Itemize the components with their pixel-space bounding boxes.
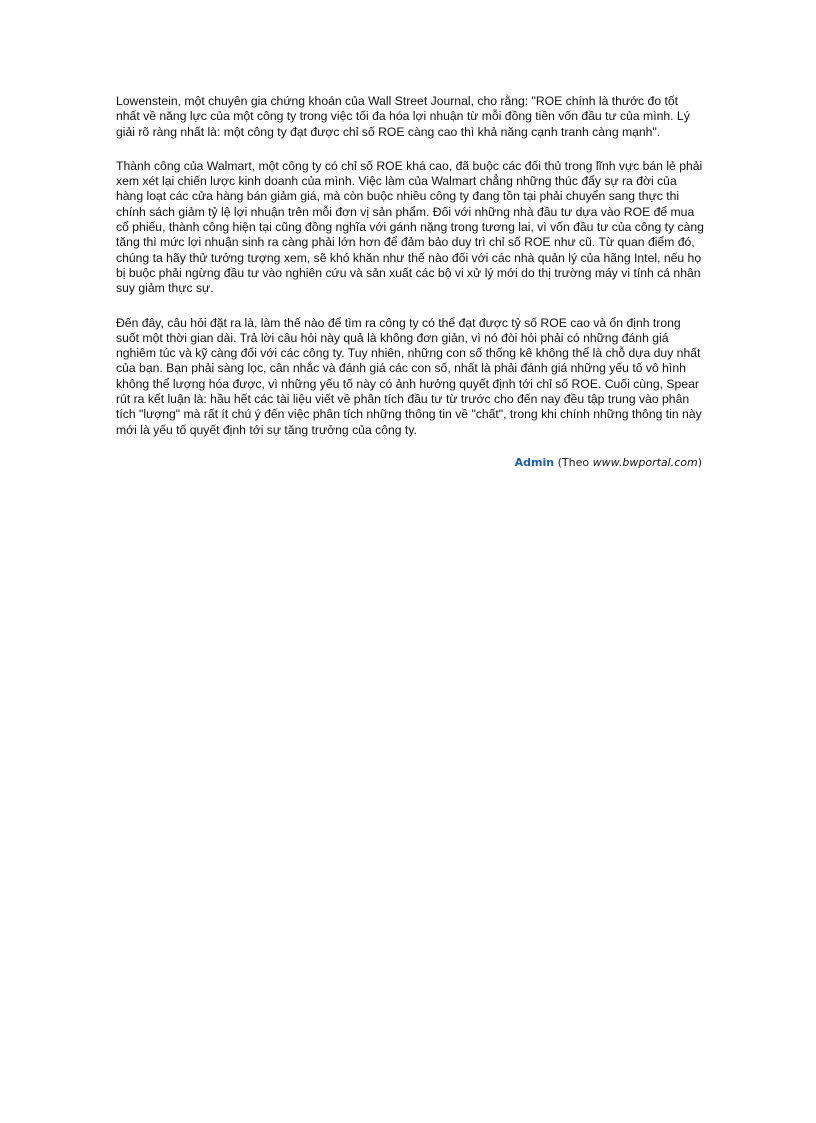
article-body (116, 94, 704, 470)
paragraph-quote-lowenstein: Lowenstein, một chuyên gia chứng khoán của Wall Street Journal, cho rằng: "ROE chính là thước đo tốt nhất về năng lực của một công ty trong việc tối đa hóa lợi nhuận từ mỗi đồng tiền vốn đầu tư của mình. Lý giải rõ ràng nhất là: một công ty đạt được chỉ số ROE càng cao thì khả năng cạnh tranh càng mạnh". (116, 94, 690, 139)
paragraph-walmart: Thành công của Walmart, một công ty có chỉ số ROE khá cao, đã buộc các đối thủ trong lĩnh vực bán lẻ phải xem xét lại chiến lược kinh doanh của mình. Việc làm của Walmart chẳng những thúc đẩy sự ra đời của hàng loạt các cửa hàng bán giảm giá, mà còn buộc nhiều công ty đang tồn tại phải chuyển sang thực thi chính sách giảm tỷ lệ lợi nhuận trên mỗi đơn vị sản phẩm. Đối với những nhà đầu tư dựa vào ROE để mua cổ phiếu, thành công hiện tại cũng đồng nghĩa với gánh nặng trong tương lai, vì vốn đầu tư của công ty càng tăng thì mức lợi nhuận sinh ra càng phải lớn hơn để đảm bảo duy trì chỉ số ROE như cũ. Từ quan điểm đó, chúng ta hãy thử tưởng tượng xem, sẽ khó khăn như thế nào đối với các nhà quản lý của hãng Intel, nếu họ bị buộc phải ngừng đầu tư vào nghiên cứu và sản xuất các bộ vi xử lý mới do thị trường máy vi tính cá nhân suy giảm thực sự. (116, 158, 704, 296)
source-suffix: ) (697, 455, 702, 469)
source-link[interactable]: www.bwportal.com (592, 455, 698, 469)
author-name: Admin (514, 455, 555, 469)
source-prefix: (Theo (557, 455, 590, 469)
paragraph-conclusion: Đến đây, câu hỏi đặt ra là, làm thế nào để tìm ra công ty có thể đạt được tỷ số ROE cao và ổn định trong suốt một thời gian dài. Trả lời câu hỏi này quả là không đơn giản, vì nó đòi hỏi phải có những đánh giá nghiêm túc và kỹ càng đối với các công ty. Tuy nhiên, những con số thống kê không thể là chỗ dựa duy nhất của bạn. Bạn phải sàng lọc, cân nhắc và đánh giá các con số, nhất là phải đánh giá những yếu tố vô hình không thể lượng hóa được, vì những yếu tố này có ảnh hưởng quyết định tới chỉ số ROE. Cuối cùng, Spear rút ra kết luận là: hầu hết các tài liệu viết về phân tích đầu tư từ trước cho đến nay đều tập trung vào phân tích "lượng" mà rất ít chú ý đến việc phân tích những thông tin về "chất", trong khi chính những thông tin này mới là yếu tố quyết định tới sự tăng trưởng của công ty. (116, 315, 702, 437)
byline (116, 456, 704, 470)
